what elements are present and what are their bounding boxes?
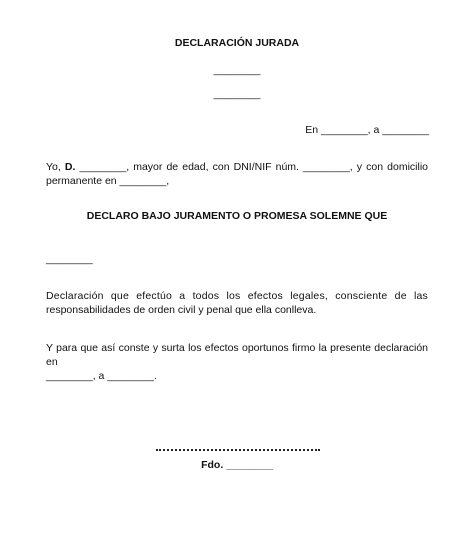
closing-line-1: Y para que así conste y surta los efectos oportunos firmo la presente declaración en: [46, 342, 428, 368]
signature-line: [0, 459, 474, 471]
declarant-paragraph: [46, 160, 428, 188]
signature-label: Fdo.: [201, 459, 224, 471]
blank-line-2: ________: [213, 88, 261, 100]
declaration-heading: DECLARO BAJO JURAMENTO O PROMESA SOLEMNE QUE: [86, 210, 388, 222]
effects-line-2: responsabilidades de orden civil y penal que ella conlleva.: [46, 304, 317, 316]
blank-line-3: ________: [46, 253, 93, 265]
closing-paragraph: [46, 341, 428, 383]
blank-line-1: ________: [213, 64, 261, 76]
place-date-line: En ________, a ________: [305, 124, 429, 136]
declarant-line-1: [46, 160, 428, 174]
document-title: DECLARACIÓN JURADA: [174, 37, 300, 49]
declarant-line-2: permanente en ________,: [46, 175, 170, 187]
closing-line-2: ________, a ________.: [46, 370, 157, 382]
effects-line-1: Declaración que efectúo a todos los efectos legales, consciente de las: [46, 290, 428, 302]
declarant-prefix: Yo,: [46, 161, 65, 173]
signature-dotted-line: [156, 449, 320, 451]
declarant-d-label: D.: [64, 161, 76, 173]
signature-blank: ________: [226, 459, 273, 471]
effects-paragraph: [46, 289, 428, 317]
declarant-line-1-rest: ________, mayor de edad, con DNI/NIF núm. ________, y con domicilio: [75, 161, 428, 173]
